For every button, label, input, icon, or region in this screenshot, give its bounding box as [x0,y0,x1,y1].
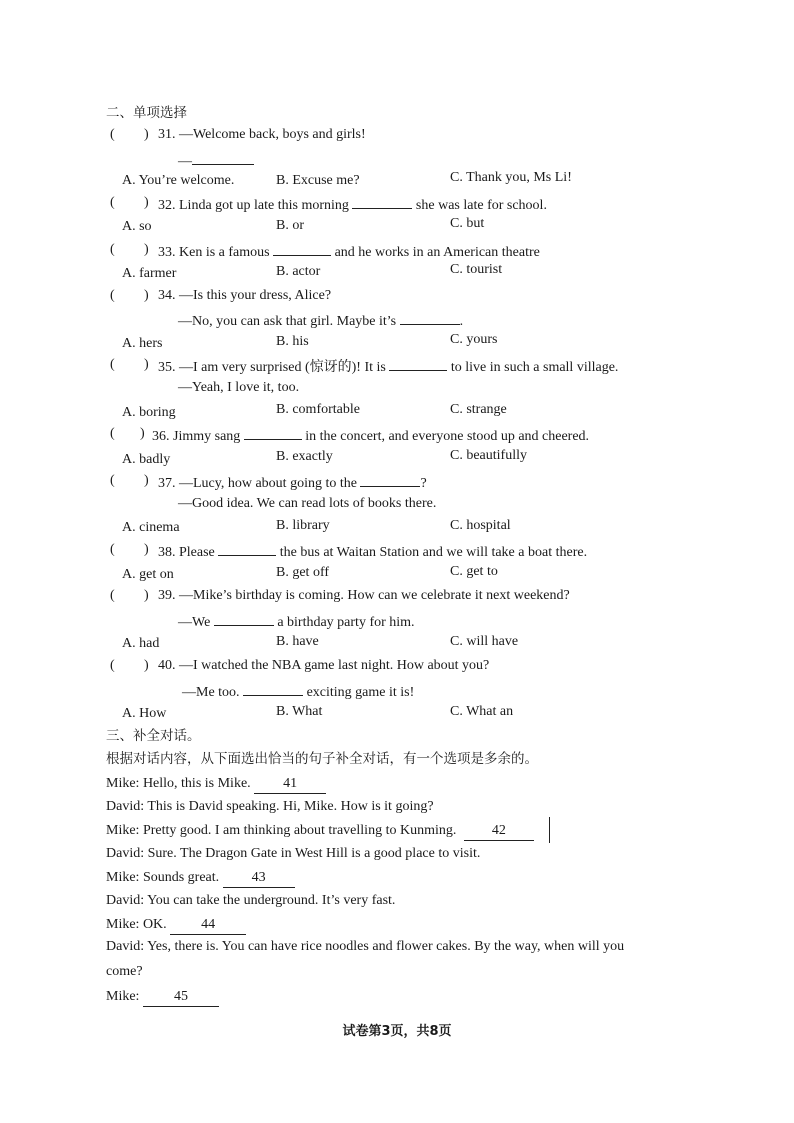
question-text: 32. Linda got up late this morning [158,198,349,213]
answer-paren-close: ) [144,658,149,673]
answer-blank[interactable] [244,425,302,440]
option-c: C. strange [450,402,507,417]
dialog-line [106,822,534,841]
dialog-line: David: This is David speaking. Hi, Mike. How is it going? [106,799,434,814]
option-b: B. his [276,334,309,349]
question-40: 40. —I watched the NBA game last night. How about you? [158,658,490,673]
answer-blank[interactable] [360,472,420,487]
dash: — [178,154,192,169]
blank-45[interactable]: 45 [143,988,219,1007]
question-text: 36. Jimmy sang [152,429,241,444]
option-a: A. cinema [122,520,180,535]
dialog-line: David: Sure. The Dragon Gate in West Hill is a good place to visit. [106,846,481,861]
answer-paren-open: ( [110,127,115,142]
answer-blank[interactable] [273,241,331,256]
option-b: B. Excuse me? [276,173,360,188]
option-b: B. or [276,218,304,233]
option-b: B. have [276,634,319,649]
answer-paren-close: ) [144,242,149,257]
section-title: 三、补全对话。 [106,728,201,744]
answer-blank[interactable] [192,150,254,165]
dialog-text: Mike: Hello, this is Mike. [106,776,251,791]
answer-paren-close: ) [144,288,149,303]
option-c: C. Thank you, Ms Li! [450,170,572,185]
dialog-line [106,916,246,935]
answer-paren-open: ( [110,195,115,210]
dialog-line: David: You can take the underground. It’s very fast. [106,893,396,908]
option-a: A. had [122,636,160,651]
answer-blank[interactable] [352,194,412,209]
option-a: A. farmer [122,266,177,281]
question-text: the bus at Waitan Station and we will take a boat there. [279,545,588,560]
answer-paren-close: ) [140,426,145,441]
question-text: she was late for school. [415,198,547,213]
option-b: B. get off [276,565,330,580]
answer-paren-open: ( [110,473,115,488]
option-a: A. badly [122,452,171,467]
answer-paren-close: ) [144,127,149,142]
option-c: C. tourist [450,262,503,277]
question-39-reply [178,611,415,632]
question-text: and he works in an American theatre [334,245,540,260]
question-text: —No, you can ask that girl. Maybe it’s [178,314,397,329]
option-a: A. How [122,706,167,721]
answer-paren-open: ( [110,426,115,441]
question-text: 38. Please [158,545,215,560]
question-33 [158,241,540,262]
answer-blank[interactable] [243,681,303,696]
section-title: 二、单项选择 [106,105,187,121]
dialog-line [106,775,326,794]
dialog-line [106,869,295,888]
dialog-text: Mike: Pretty good. I am thinking about travelling to Kunming. [106,823,457,838]
option-c: C. but [450,216,485,231]
answer-paren-close: ) [144,195,149,210]
answer-paren-close: ) [144,542,149,557]
dialog-text: Mike: Sounds great. [106,870,220,885]
option-b: B. library [276,518,330,533]
question-text: 35. —I am very surprised (惊讶的)! It is [158,360,386,375]
option-a: A. get on [122,567,174,582]
answer-paren-open: ( [110,288,115,303]
question-31: 31. —Welcome back, boys and girls! [158,127,366,142]
dialog-line [106,988,219,1007]
question-35 [158,356,618,377]
question-text: exciting game it is! [306,685,415,700]
question-text: 33. Ken is a famous [158,245,270,260]
question-text: —We [178,615,211,630]
option-c: C. What an [450,704,514,719]
question-text: in the concert, and everyone stood up and cheered. [305,429,590,444]
answer-paren-close: ) [144,588,149,603]
blank-44[interactable]: 44 [170,916,246,935]
answer-blank[interactable] [389,356,447,371]
question-38 [158,541,587,562]
page-footer: 试卷第3页，共8页 [342,1024,452,1039]
question-37-reply: —Good idea. We can read lots of books there. [178,496,437,511]
option-b: B. What [276,704,323,719]
question-31-reply [178,150,254,171]
dialog-line: David: Yes, there is. You can have rice noodles and flower cakes. By the way, when will you [106,939,625,954]
answer-paren-open: ( [110,242,115,257]
option-b: B. comfortable [276,402,360,417]
answer-paren-open: ( [110,357,115,372]
option-c: C. hospital [450,518,511,533]
section-instructions: 根据对话内容，从下面选出恰当的句子补全对话，有一个选项是多余的。 [106,751,538,767]
answer-paren-open: ( [110,542,115,557]
question-36 [152,425,589,446]
option-b: B. exactly [276,449,333,464]
option-c: C. beautifully [450,448,527,463]
dialog-line: come? [106,964,143,979]
question-34: 34. —Is this your dress, Alice? [158,288,332,303]
option-a: A. boring [122,405,176,420]
option-b: B. actor [276,264,321,279]
option-c: C. will have [450,634,519,649]
blank-43[interactable]: 43 [223,869,295,888]
question-text: 37. —Lucy, how about going to the [158,476,357,491]
answer-blank[interactable] [218,541,276,556]
answer-paren-open: ( [110,588,115,603]
question-35-reply: —Yeah, I love it, too. [178,380,300,395]
option-a: A. hers [122,336,163,351]
question-37 [158,472,427,493]
question-text: a birthday party for him. [277,615,415,630]
answer-paren-open: ( [110,658,115,673]
question-text: . [459,314,464,329]
question-39: 39. —Mike’s birthday is coming. How can we celebrate it next weekend? [158,588,570,603]
option-c: C. yours [450,332,498,347]
dialog-text: Mike: [106,989,140,1004]
pen-mark [549,817,550,843]
answer-paren-close: ) [144,473,149,488]
option-a: A. so [122,219,152,234]
question-text: —Me too. [182,685,240,700]
blank-41[interactable]: 41 [254,775,326,794]
option-c: C. get to [450,564,498,579]
question-text: to live in such a small village. [450,360,619,375]
blank-42[interactable]: 42 [464,822,534,841]
dialog-text: Mike: OK. [106,917,167,932]
answer-paren-close: ) [144,357,149,372]
question-40-reply [182,681,414,702]
question-text: ? [420,476,427,491]
answer-blank[interactable] [400,310,460,325]
option-a: A. You’re welcome. [122,173,235,188]
question-34-reply [178,310,463,331]
question-32 [158,194,547,215]
answer-blank[interactable] [214,611,274,626]
